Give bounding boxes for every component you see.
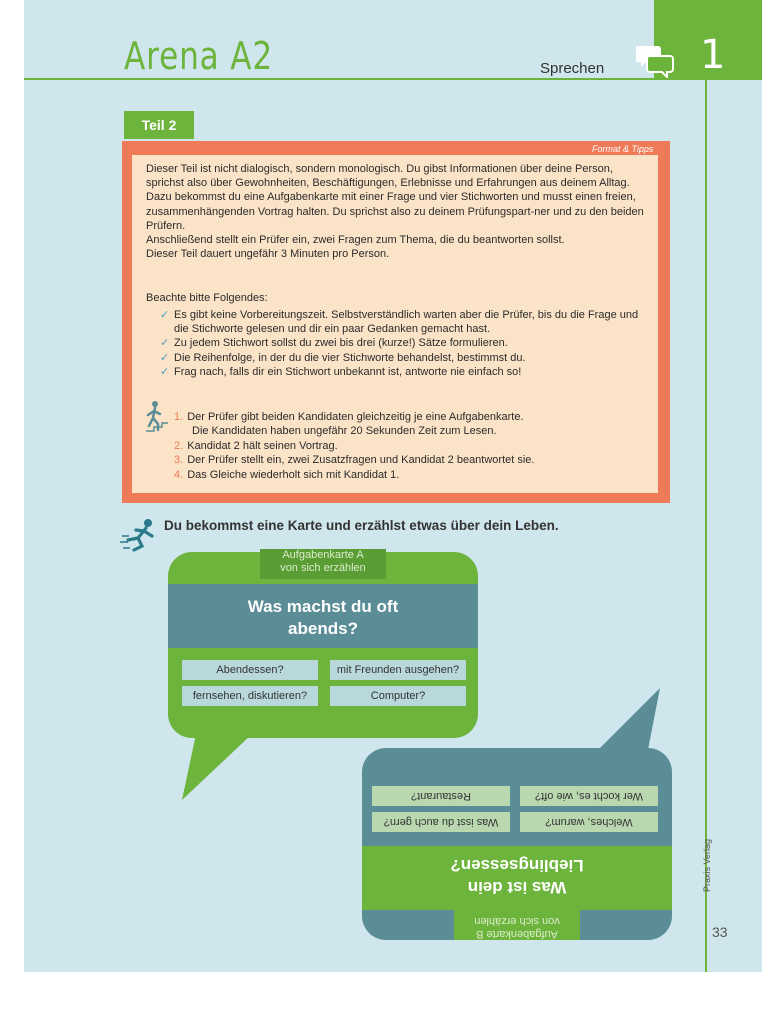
walking-person-icon (144, 400, 170, 434)
card-b-title: Aufgabenkarte B (476, 928, 558, 940)
running-person-icon (120, 518, 160, 552)
card-a-keyword: fernsehen, diskutieren? (182, 686, 318, 706)
card-b-subtitle: von sich erzählen (474, 915, 560, 927)
intro-paragraph: Dazu bekommst du eine Aufgabenkarte mit einer Frage und vier Stichworten und musst einen freien, zusammenhängenden Vortrag halten. Du sprichst also zu deinem Prüfungspart-ner und zu den beiden Prüfern. (146, 191, 644, 232)
tip-text: Es gibt keine Vorbereitungszeit. Selbstverständlich warten aber die Prüfer, bis du die Frage und die Stichworte gelesen und dir ein paar Gedanken gemacht hast. (174, 309, 639, 336)
step-item: 1. Der Prüfer gibt beiden Kandidaten gleichzeitig je eine Aufgabenkarte. (174, 411, 524, 423)
intro-paragraph: Dieser Teil dauert ungefähr 3 Minuten pro Person. (146, 248, 390, 261)
card-a-header (260, 549, 386, 579)
publisher-label: Praxis Verlag (702, 838, 712, 892)
card-a-keyword: mit Freunden ausgehen? (330, 660, 466, 680)
step-item: Die Kandidaten haben ungefähr 20 Sekunden Zeit zum Lesen. (192, 425, 497, 438)
card-b-keyword: Welches, warum? (520, 812, 658, 832)
card-b-keyword: Was isst du auch gern? (372, 812, 510, 832)
tip-text: Die Reihenfolge, in der du die vier Stichworte behandelst, bestimmst du. (174, 351, 526, 364)
teil-label: Teil 2 (124, 111, 194, 139)
tip-item (160, 365, 648, 379)
intro-paragraph: Dieser Teil ist nicht dialogisch, sondern monologisch. Du gibst Informationen über deine Person, sprichst also über Gewohnheiten, Beschäftigungen, Erlebnisse und Erfahrungen aus deinem Alltag. (146, 163, 630, 190)
card-b-header (454, 910, 580, 940)
format-tipps-badge: Format & Tipps (592, 144, 654, 154)
card-b-keyword: Wer kocht es, wie oft? (520, 786, 658, 806)
procedure-list (174, 410, 644, 482)
beachte-heading: Beachte bitte Folgendes: (146, 292, 268, 304)
tip-text: Frag nach, falls dir ein Stichwort unbekannt ist, antworte nie einfach so! (174, 365, 522, 378)
page-number: 33 (712, 924, 728, 940)
step-item: 2. Kandidat 2 hält seinen Vortrag. (174, 439, 338, 452)
tip-item (160, 308, 648, 336)
tip-text: Zu jedem Stichwort sollst du zwei bis drei (kurze!) Sätze formulieren. (174, 337, 508, 350)
checkmark-icon: ✓ (160, 337, 170, 350)
card-a-keyword: Computer? (330, 686, 466, 706)
checkmark-icon: ✓ (160, 309, 170, 321)
card-b-question: Was ist dein Lieblingsessen? (450, 856, 584, 897)
card-a-subtitle: von sich erzählen (280, 562, 366, 574)
card-b-keyword: Restaurant? (372, 786, 510, 806)
speech-bubbles-icon (636, 42, 676, 78)
task-card-b (362, 748, 672, 940)
step-item: 3. Der Prüfer stellt ein, zwei Zusatzfragen und Kandidat 2 beantwortet sie. (174, 454, 535, 467)
tip-item (160, 351, 648, 365)
page-title: Arena A2 (124, 34, 274, 78)
tip-item (160, 336, 648, 350)
task-instruction: Du bekommst eine Karte und erzählst etwas über dein Leben. (164, 518, 559, 533)
tips-list (160, 308, 648, 379)
intro-paragraph: Anschließend stellt ein Prüfer ein, zwei Fragen zum Thema, die du beantworten sollst. (146, 234, 565, 247)
step-item: 4. Das Gleiche wiederholt sich mit Kandidat 1. (174, 468, 400, 481)
card-a-question: Was machst du oft abends? (247, 597, 399, 638)
header-rule (24, 78, 762, 80)
card-a-title: Aufgabenkarte A (282, 549, 364, 561)
checkmark-icon: ✓ (160, 351, 170, 364)
checkmark-icon: ✓ (160, 365, 170, 378)
intro-text (146, 162, 646, 261)
section-label: Sprechen (540, 60, 605, 77)
chapter-number: 1 (700, 32, 726, 78)
card-a-keyword: Abendessen? (182, 660, 318, 680)
